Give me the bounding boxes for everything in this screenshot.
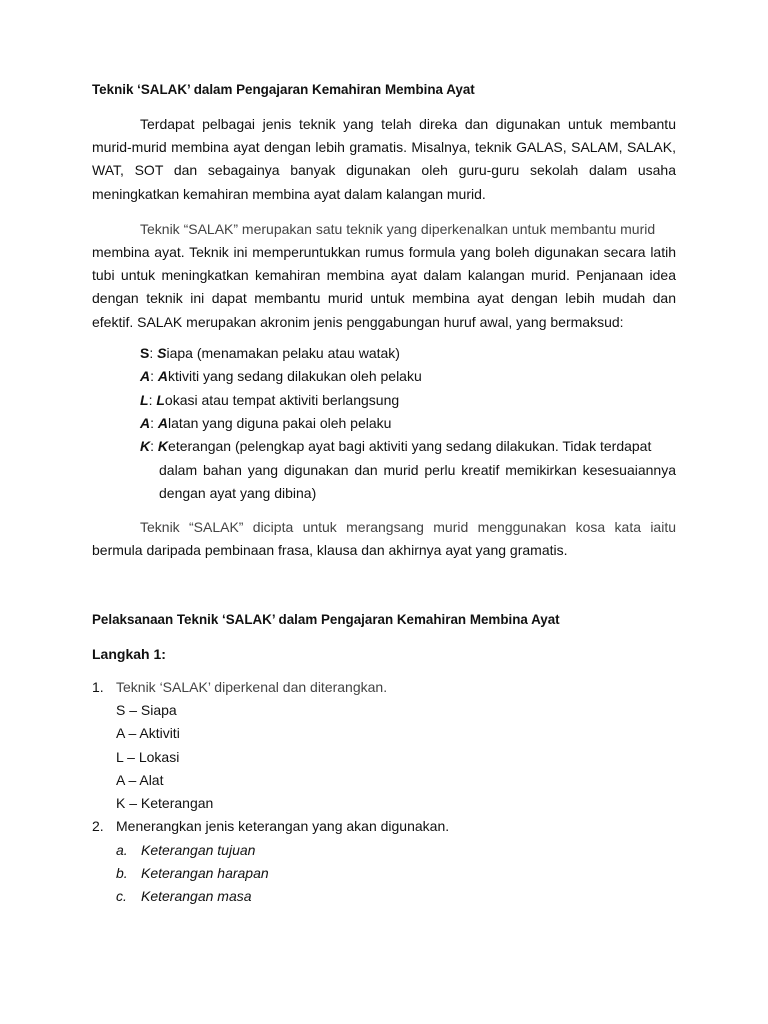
acronym-item: S: Siapa (menamakan pelaku atau watak) xyxy=(140,344,400,361)
acronym-desc: okasi atau tempat aktiviti berlangsung xyxy=(164,391,400,408)
salak-line: A – Alat xyxy=(116,771,164,788)
paragraph-body: membina ayat. Teknik ini memperuntukkan rumus formula yang boleh digunakan secara latih tubi untuk meningkatkan kemahiran membina ayat dalam kalangan murid. Penjanaan idea dengan teknik ini dapat membantu murid untuk membina ayat dengan lebih mudah dan efektif. SALAK merupakan akronim jenis penggabungan huruf awal, yang bermaksud: xyxy=(92,244,676,330)
acronym-initial: L xyxy=(156,391,165,408)
sub-list-item xyxy=(92,839,676,862)
sub-list-item xyxy=(92,862,676,885)
sub-text: Keterangan masa xyxy=(141,887,252,904)
acronym-item: A: Aktiviti yang sedang dilakukan oleh pelaku xyxy=(140,368,422,385)
acronym-key: L xyxy=(140,391,149,408)
paragraph-lead: Teknik “SALAK” merupakan satu teknik yang diperkenalkan untuk membantu murid xyxy=(140,220,656,237)
list-text: Teknik ‘SALAK’ diperkenal dan diterangkan. xyxy=(116,679,388,696)
salak-line: L – Lokasi xyxy=(116,748,180,765)
acronym-initial: A xyxy=(157,415,169,432)
acronym-initial: A xyxy=(157,368,169,385)
acronym-desc: latan yang diguna pakai oleh pelaku xyxy=(168,415,392,432)
salak-line: A – Aktiviti xyxy=(116,725,180,742)
paragraph-salak-purpose xyxy=(92,516,676,562)
sub-list-item xyxy=(92,885,676,908)
paragraph-body: bermula daripada pembinaan frasa, klausa dan akhirnya ayat yang gramatis. xyxy=(92,541,568,558)
salak-acronym-list xyxy=(140,342,676,506)
acronym-key: K xyxy=(140,438,151,455)
acronym-desc: eterangan (pelengkap ayat bagi aktiviti yang sedang dilakukan. Tidak terdapat xyxy=(168,438,652,455)
sub-letter: c. xyxy=(116,887,127,904)
section-heading-2: Pelaksanaan Teknik ‘SALAK’ dalam Pengajaran Kemahiran Membina Ayat xyxy=(92,612,560,628)
step-title: Langkah 1: xyxy=(92,646,166,663)
salak-line: K – Keterangan xyxy=(116,795,214,812)
section-heading-1: Teknik ‘SALAK’ dalam Pengajaran Kemahiran Membina Ayat xyxy=(92,82,475,97)
sub-text: Keterangan harapan xyxy=(141,864,269,881)
salak-line: S – Siapa xyxy=(116,702,177,719)
paragraph-intro: Terdapat pelbagai jenis teknik yang telah direka dan digunakan untuk membantu murid-murid membina ayat dengan lebih gramatis. Misalnya, teknik GALAS, SALAM, SALAK, WAT, SOT dan sebagainya banyak digunakan oleh guru-guru sekolah dalam usaha meningkatkan kemahiran membina ayat dalam kalangan murid. xyxy=(92,116,676,202)
paragraph-salak-definition xyxy=(92,218,676,334)
acronym-item: K: Keterangan (pelengkap ayat bagi aktiviti yang sedang dilakukan. Tidak terdapat dalam bahan yang digunakan dan murid perlu kreatif memikirkan kesesuaiannya dengan ayat yang dibina) xyxy=(140,435,676,505)
acronym-initial: S xyxy=(157,344,167,361)
step-list xyxy=(92,676,676,908)
list-text: Menerangkan jenis keterangan yang akan digunakan. xyxy=(116,818,450,835)
sub-text: Keterangan tujuan xyxy=(141,841,256,858)
list-item-2 xyxy=(92,815,676,838)
list-item-1 xyxy=(92,676,676,699)
acronym-desc-continued: dalam bahan yang digunakan dan murid perlu kreatif memikirkan kesesuaiannya dengan ayat yang dibina) xyxy=(159,461,676,502)
list-number: 1. xyxy=(92,679,104,696)
acronym-key: S xyxy=(140,344,150,361)
acronym-item: A: Alatan yang diguna pakai oleh pelaku xyxy=(140,415,392,432)
acronym-desc: iapa (menamakan pelaku atau watak) xyxy=(166,344,400,361)
sub-letter: a. xyxy=(116,841,128,858)
document-page xyxy=(92,80,676,908)
acronym-item: L: Lokasi atau tempat aktiviti berlangsung xyxy=(140,391,400,408)
acronym-key: A xyxy=(140,368,151,385)
acronym-initial: K xyxy=(157,438,169,455)
acronym-desc: ktiviti yang sedang dilakukan oleh pelaku xyxy=(168,368,422,385)
sub-letter: b. xyxy=(116,864,128,881)
paragraph-lead: Teknik “SALAK” dicipta untuk merangsang murid menggunakan kosa kata iaitu xyxy=(140,518,676,535)
list-number: 2. xyxy=(92,818,104,835)
acronym-key: A xyxy=(140,415,151,432)
